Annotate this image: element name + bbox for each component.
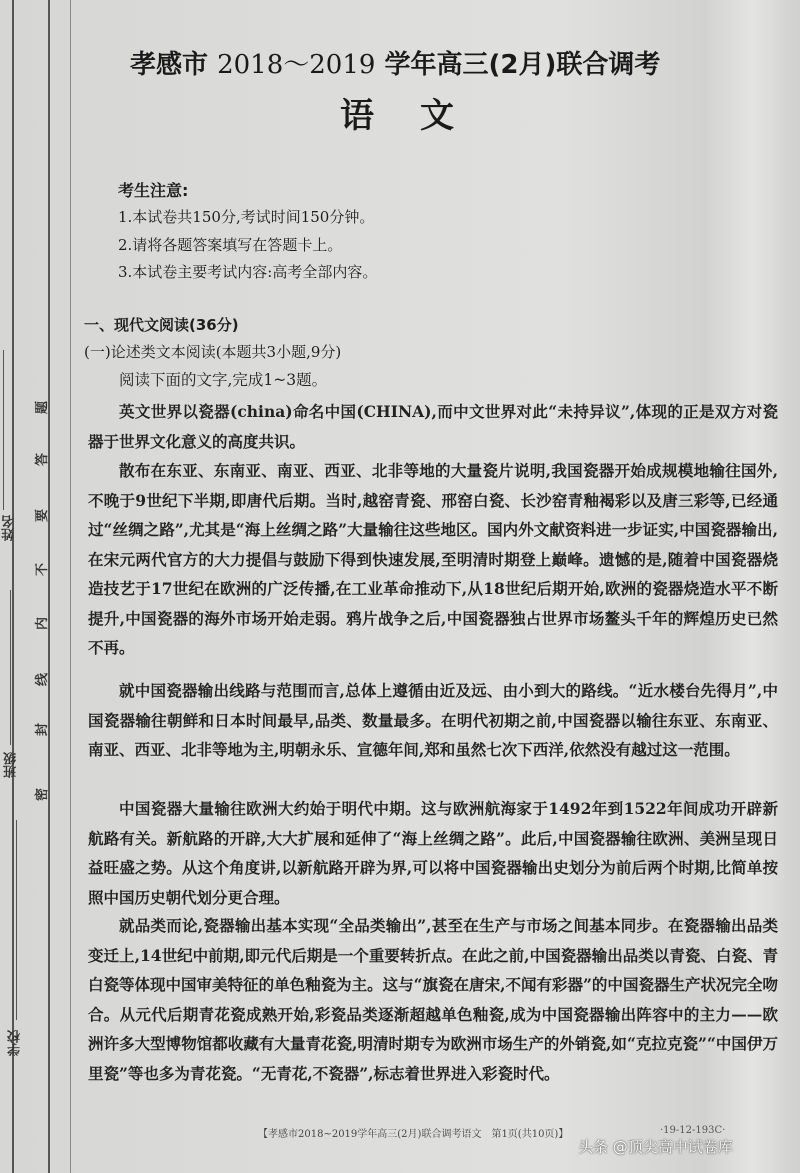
title-years: 2018～2019 <box>217 50 376 80</box>
seal-char: 题 <box>35 400 51 415</box>
section-subheading: (一)论述类文本阅读(本题共3小题,9分) <box>84 343 342 361</box>
seal-char: 答 <box>35 452 51 467</box>
exam-code: ·19-12-193C· <box>660 1125 726 1136</box>
seal-char: 密 <box>35 787 51 802</box>
instruction: 阅读下面的文字,完成1~3题。 <box>119 371 328 389</box>
seal-char: 线 <box>35 672 51 687</box>
seal-char: 内 <box>35 616 51 631</box>
section-heading: 一、现代文阅读(36分) <box>84 316 239 334</box>
paragraph: 就中国瓷器输出线路与范围而言,总体上遵循由近及远、由小到大的路线。“近水楼台先得月”,中国瓷器输往朝鲜和日本时间最早,品类、数量最多。在明代初期之前,中国瓷器以输往东亚、东南亚、南亚、西亚、北非等地为主,明朝永乐、宣德年间,郑和虽然七次下西洋,依然没有越过这一范围。 <box>88 681 778 759</box>
seal-char: 要 <box>35 508 51 523</box>
class-field-label: 班级 <box>4 752 19 778</box>
school-field-line[interactable] <box>16 820 17 1020</box>
class-field-line[interactable] <box>10 590 11 745</box>
page-footer: 【孝感市2018~2019学年高三(2月)联合调考语文 第1页(共10页)】 <box>258 1129 569 1140</box>
binding-line-outer <box>12 0 14 1173</box>
paragraph: 散布在东亚、东南亚、南亚、西亚、北非等地的大量瓷片说明,我国瓷器开始成规模地输往国外,不晚于9世纪下半期,即唐代后期。当时,越窑青瓷、邢窑白瓷、长沙窑青釉褐彩以及唐三彩等,已经通过“丝绸之路”,尤其是“海上丝绸之路”大量输往这些地区。国内外文献资料进一步证实,中国瓷器输出,在宋元两代官方的大力提倡与鼓励下得到快速发展,至明清时期登上巅峰。遗憾的是,随着中国瓷器烧造技艺于17世纪在欧洲的广泛传播,在工业革命推动下,从18世纪后期开始,欧洲的瓷器烧造水平不断提升,中国瓷器的海外市场开始走弱。鸦片战争之后,中国瓷器独占世界市场鳌头千年的辉煌历史已然不再。 <box>88 461 778 657</box>
notice-item: 3.本试卷主要考试内容:高考全部内容。 <box>118 263 378 281</box>
title-city: 孝感市 <box>130 50 209 80</box>
binding-line-far <box>70 0 71 1173</box>
paragraph: 英文世界以瓷器(china)命名中国(CHINA),而中文世界对此“未持异议”,体现的正是双方对瓷器于世界文化意义的高度共识。 <box>88 402 778 451</box>
watermark: 头条 @顶尖高中试卷库 <box>578 1138 733 1156</box>
exam-title <box>130 44 730 81</box>
name-field-line[interactable] <box>3 350 4 510</box>
paragraph: 中国瓷器大量输往欧洲大约始于明代中期。这与欧洲航海家于1492年到1522年间成功开辟新航路有关。新航路的开辟,大大扩展和延伸了“海上丝绸之路”。此后,中国瓷器输往欧洲、美洲呈现日益旺盛之势。从这个角度讲,以新航路开辟为界,可以将中国瓷器输出史划分为前后两个时期,比简单按照中国历史朝代划分更合理。 <box>88 799 778 907</box>
seal-char: 封 <box>35 722 51 737</box>
paragraph: 就品类而论,瓷器输出基本实现“全品类输出”,甚至在生产与市场之间基本同步。在瓷器输出品类变迁上,14世纪中前期,即元代后期是一个重要转折点。在此之前,中国瓷器输出品类以青瓷、白瓷、青白瓷等体现中国审美特征的单色釉瓷为主。这与“旗瓷在唐宋,不闻有彩器”的中国瓷器生产状况完全吻合。从元代后期青花瓷成熟开始,彩瓷品类逐渐超越单色釉瓷,成为中国瓷器输出阵容中的主力——欧洲许多大型博物馆都收藏有大量青花瓷,明清时期专为欧洲市场生产的外销瓷,如“克拉克瓷”“中国伊万里瓷”等也多为青花瓷。“无青花,不瓷器”,标志着世界进入彩瓷时代。 <box>88 916 778 1083</box>
notice-item: 1.本试卷共150分,考试时间150分钟。 <box>118 208 375 226</box>
subject-title: 语文 <box>340 96 500 136</box>
notice-item: 2.请将各题答案填写在答题卡上。 <box>118 236 343 254</box>
seal-char: 不 <box>35 562 51 577</box>
name-field-label: 姓名 <box>2 515 17 541</box>
binding-line-inner <box>48 0 50 1173</box>
notice-heading: 考生注意: <box>118 181 189 200</box>
title-rest: 学年高三(2月)联合调考 <box>384 50 661 80</box>
school-field-label: 学校 <box>8 1030 23 1056</box>
